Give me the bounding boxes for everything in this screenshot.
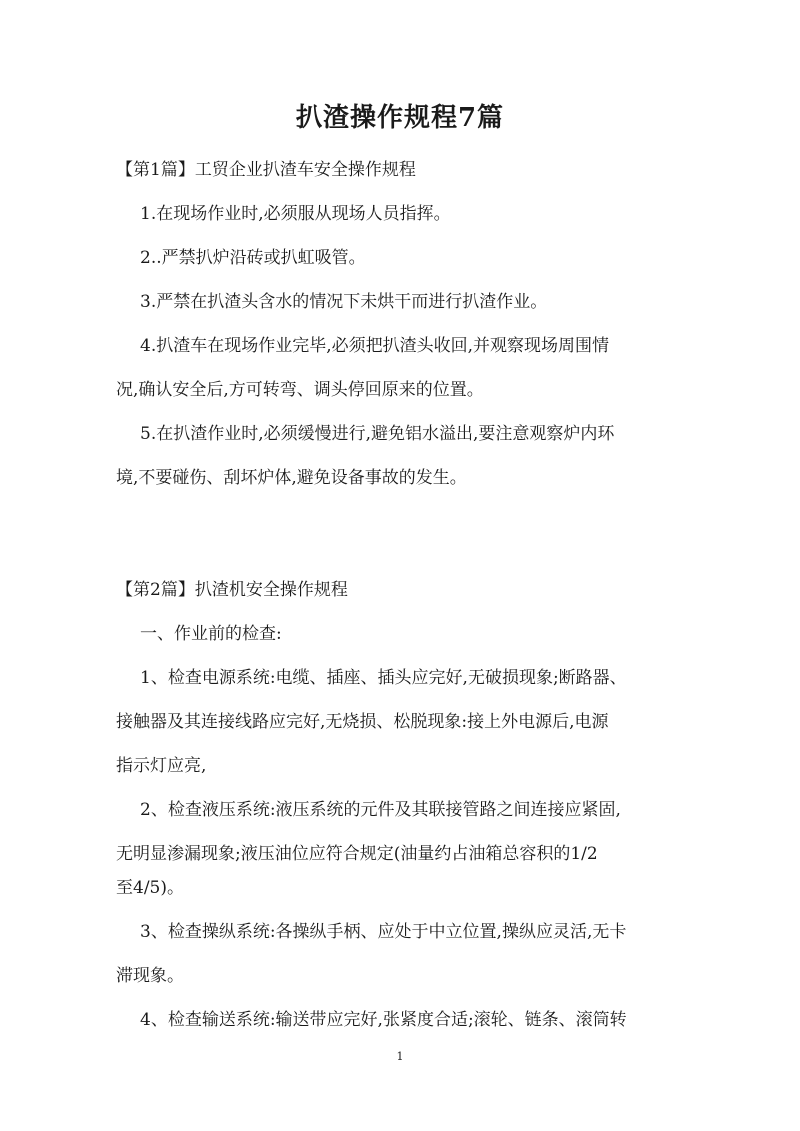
section-1-line-6: 5.在扒渣作业时,必须缓慢进行,避免铝水溢出,要注意观察炉内环: [140, 424, 615, 444]
section-1-line-3: 3.严禁在扒渣头含水的情况下未烘干而进行扒渣作业。: [140, 292, 548, 312]
section-heading-1: 【第1篇】工贸企业扒渣车安全操作规程: [116, 160, 416, 180]
section-2-line-8: 3、检查操纵系统:各操纵手柄、应处于中立位置,操纵应灵活,无卡: [140, 922, 627, 942]
section-2-line-7: 至4/5)。: [116, 878, 184, 898]
section-2-line-3: 接触器及其连接线路应完好,无烧损、松脱现象:接上外电源后,电源: [116, 712, 609, 732]
section-2-line-5: 2、检查液压系统:液压系统的元件及其联接管路之间连接应紧固,: [140, 800, 621, 820]
section-1-line-1: 1.在现场作业时,必须服从现场人员指挥。: [140, 204, 451, 224]
section-2-line-1: 一、作业前的检查:: [140, 624, 282, 644]
document-title: 扒渣操作规程7篇: [295, 103, 505, 133]
section-1-line-4: 4.扒渣车在现场作业完毕,必须把扒渣头收回,并观察现场周围情: [140, 336, 610, 356]
section-1-line-2: 2..严禁扒炉沿砖或扒虹吸管。: [140, 248, 366, 268]
section-1-line-5: 况,确认安全后,方可转弯、调头停回原来的位置。: [116, 380, 484, 400]
section-2-line-6: 无明显渗漏现象;液压油位应符合规定(油量约占油箱总容积的1/2: [116, 844, 598, 864]
page-number: 1: [396, 1050, 404, 1063]
section-2-line-4: 指示灯应亮,: [116, 756, 207, 776]
section-2-line-9: 滞现象。: [116, 966, 184, 986]
section-2-line-2: 1、检查电源系统:电缆、插座、插头应完好,无破损现象;断路器、: [140, 668, 627, 688]
section-heading-2: 【第2篇】扒渣机安全操作规程: [116, 580, 348, 600]
section-1-line-7: 境,不要碰伤、刮坏炉体,避免设备事故的发生。: [116, 468, 467, 488]
section-2-line-10: 4、检查输送系统:输送带应完好,张紧度合适;滚轮、链条、滚筒转: [140, 1010, 627, 1030]
